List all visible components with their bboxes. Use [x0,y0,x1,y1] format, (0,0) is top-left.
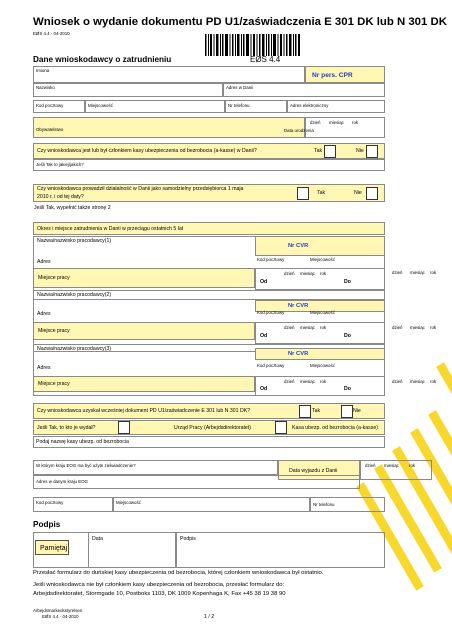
q3-issuer-box: Jeśli Tak, to kto je wydał? Urząd Pracy (Arbejdsdirektoratet) Kasa ubezp. od bezrobocia (a-kasse) [33,420,385,435]
employer-1-name-label: Nazwa/nazwisko pracodawcy(1) [37,238,112,244]
footer-code: EØS 4.4 - 04-2010 [42,614,79,619]
employer-2-cvr-field[interactable]: Nr CVR [255,300,385,312]
issuer-akasse-checkbox[interactable] [275,421,287,434]
postcode-field[interactable]: Kod pocztowy [33,100,85,113]
eea-address-field[interactable]: Adres w danym kraju EOG [33,475,360,489]
address-dk-field[interactable]: Adres w Danii [223,83,385,97]
birthdate-field[interactable]: dzień miesiąc rok [305,117,385,138]
form-code: EØS 4.4 - 04-2010 [33,31,70,36]
employer-3-cvr-field[interactable]: Nr CVR [255,348,385,360]
employer-2-workplace-field[interactable]: Miejsce pracy [33,322,255,340]
barcode [205,34,301,56]
q2-follow-up: Jeśli Tak, wypełnić także stronę 2 [34,205,111,211]
employer-1-period-field[interactable]: Od dzień miesiąc rok Do [255,268,385,290]
departure-date-field[interactable]: dzień miesiąc rok [360,460,432,480]
employer-1-cvr-field[interactable]: Nr CVR [255,236,385,256]
q1-box: Czy wnioskodawca jest lub był członkiem kasy ubezpieczenia od bezrobocia (a-kasse) w Danii? Tak Nie [33,143,385,159]
employer-3-name-label: Nazwa/nazwisko pracodawcy(3) [37,346,112,352]
non-member-note: Jeśli wnioskodawca nie był członkiem kasy ubezpieczenia od bezrobocia, przesłać formularz do: [33,582,285,588]
birthdate-label: Data urodzenia [284,128,314,133]
q2-no-checkbox[interactable] [366,187,378,200]
q3-question: Czy wnioskodawca uzyskał wcześniej dokument PD U1/zaświadczenie E 301 lub N 301 DK? [37,408,251,414]
q1-yes-checkbox[interactable] [324,145,336,158]
q3-no-checkbox[interactable] [341,405,353,418]
page-number: 1 / 2 [204,614,215,620]
email-field[interactable]: Adres elektroniczny [287,100,385,113]
barcode-label: EØS 4.4 [250,55,281,64]
q1-follow-up-field[interactable]: Jeśli Tak to jakiej/jakich? [33,159,385,171]
issuer-labour-office-checkbox[interactable] [118,421,130,434]
eea-postcode-field[interactable]: Kod pocztowy [33,497,113,512]
employer-3-period-field[interactable]: Od dzień miesiąc rok Do [255,376,385,396]
citizenship-field[interactable]: Obywatelstwo Data urodzenia [33,117,305,138]
employer-1-workplace-field[interactable]: Miejsce pracy [33,268,255,288]
phone-field[interactable]: Nr telefonu [225,100,287,113]
footer-org: Arbejdsmarkedsstyrelsen [33,608,83,613]
q2-box: Czy wnioskodawca prowadził działalność w Danii jako samodzielny przedsiębiorca 1 maja 2010 r. i od tej daty? Tak Nie [33,184,385,202]
departure-date-label-box: Data wyjazdu z Danii [278,460,360,480]
first-names-field[interactable]: Imiona [33,66,305,83]
employer-3-workplace-field[interactable]: Miejsce pracy [33,376,255,392]
surname-field[interactable]: Nazwisko [33,83,223,97]
signature-field[interactable]: Podpis [176,532,385,568]
cpr-field[interactable]: Nr pers. CPR [305,66,385,83]
eea-phone-field[interactable]: Nr telefonu [310,497,385,512]
eea-country-field[interactable]: W którym kraju EOG ma być użyte zaświadczenie? [33,460,278,475]
eea-city-field[interactable]: Miejscowość [113,497,310,512]
employment-section-title: Okres i miejsce zatrudnienia w Danii w przeciągu ostatnich 5 lat [33,222,385,235]
q3-akasse-name-field[interactable]: Podaj nazwę kasy ubezp. od bezrobocia [33,436,385,448]
form-title: Wniosek o wydanie dokumentu PD U1/zaświadczenia E 301 DK lub N 301 DK [33,16,447,28]
q2-question: Czy wnioskodawca prowadził działalność w Danii jako samodzielny przedsiębiorca 1 maja [37,186,244,192]
q3-yes-checkbox[interactable] [299,405,311,418]
remember-badge: Pamiętaj [35,540,69,555]
q2-yes-checkbox[interactable] [297,187,309,200]
q3-box: Czy wnioskodawca uzyskał wcześniej dokument PD U1/zaświadczenie E 301 lub N 301 DK? Tak Nie [33,403,385,419]
directorate-address: Arbejdsdirektoratet, Stormgade 10, Postboks 1103, DK 1009 Kopenhaga K, Fax +45 38 19 38 90 [33,591,286,597]
signature-date-field[interactable]: Data [88,532,176,568]
employer-2-period-field[interactable]: Od dzień miesiąc rok Do [255,322,385,344]
city-field[interactable]: Miejscowość [85,100,225,113]
applicant-section-title: Dane wnioskodawcy o zatrudnieniu [33,55,172,64]
send-to-akasse-note: Przesłać formularz do duńskiej kasy ubezpieczenia od bezrobocia, której członkiem wnioskodawca był ostatnio. [33,570,324,576]
q1-no-checkbox[interactable] [366,145,378,158]
signature-section-title: Podpis [33,520,61,529]
employer-2-name-label: Nazwa/nazwisko pracodawcy(2) [37,292,112,298]
q1-question: Czy wnioskodawca jest lub był członkiem kasy ubezpieczenia od bezrobocia (a-kasse) w Danii? [37,148,257,154]
